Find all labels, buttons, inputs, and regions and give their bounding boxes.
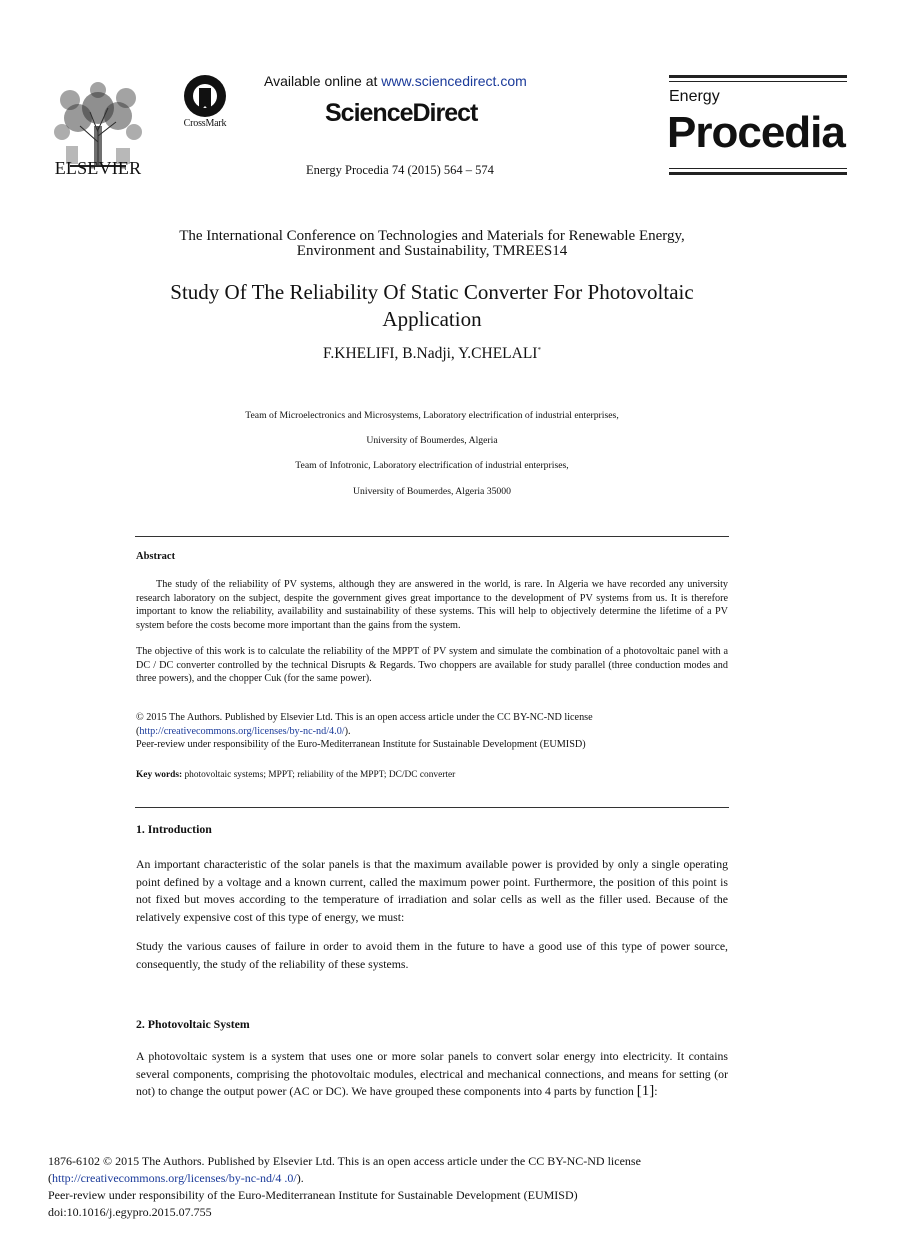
abstract-paragraph-1: The study of the reliability of PV systems, although they are answered in the world, is rare. In Algeria we have recorded any university research laboratory on the subject, despite the government gives great importance to the development of PV systems from us. It is therefore important to know the reliability, availability and sustainability of these systems. This will help to objectively determine the lifetime of a PV system before the costs become more important than the gains from the system. (136, 579, 728, 631)
journal-main-word: Procedia (667, 108, 845, 157)
journal-top-word: Energy (669, 88, 720, 105)
footer-license-link[interactable]: http://creativecommons.org/licenses/by-nc-nd/4 .0/ (52, 1171, 297, 1185)
sciencedirect-link[interactable]: www.sciencedirect.com (381, 73, 527, 89)
section-heading-introduction: 1. Introduction (136, 822, 212, 836)
author-list: F.KHELIFI, B.Nadji, Y.CHELALI* (323, 345, 541, 362)
copyright-notice: © 2015 The Authors. Published by Elsevier Ltd. This is an open access article under the CC BY-NC-ND license (http://creativecommons.org/licenses/by-nc-nd/4.0/). Peer-review under responsibility of the Euro-Mediterranean Institute for Sustainable Development (EUMISD) (136, 712, 593, 751)
license-link[interactable]: http://creativecommons.org/licenses/by-nc-nd/4.0/ (139, 725, 345, 737)
divider-bottom (135, 807, 729, 808)
affiliation-4: University of Boumerdes, Algeria 35000 (353, 486, 511, 497)
doi[interactable]: doi:10.1016/j.egypro.2015.07.755 (48, 1205, 212, 1219)
section-heading-photovoltaic-system: 2. Photovoltaic System (136, 1017, 250, 1031)
affiliation-3: Team of Infotronic, Laboratory electrification of industrial enterprises, (295, 460, 569, 471)
divider-top (135, 536, 729, 537)
corresponding-author-mark: * (537, 345, 541, 354)
introduction-paragraph-2: Study the various causes of failure in order to avoid them in the future to have a good use of this type of power source, consequently, the study of the reliability of these systems. (136, 939, 728, 971)
citation-1[interactable]: [1] (636, 1083, 655, 1099)
page-footer: 1876-6102 © 2015 The Authors. Published by Elsevier Ltd. This is an open access article under the CC BY-NC-ND license (http://creativecommons.org/licenses/by-nc-nd/4 .0/). Peer-review under responsibility of the Euro-Mediterranean Institute for Sustainable Development (EUMISD) doi:10.1016/j.egypro.2015.07.755 (48, 1153, 808, 1221)
paper-title: Study Of The Reliability Of Static Converter For Photovoltaic Application (170, 280, 694, 331)
available-online: Available online at www.sciencedirect.com (264, 73, 527, 89)
conference-name: The International Conference on Technologies and Materials for Renewable Energy, Environment and Sustainability, TMREES14 (179, 228, 685, 259)
abstract-paragraph-2: The objective of this work is to calculate the reliability of the MPPT of PV system and simulate the combination of a photovoltaic panel with a DC / DC converter controlled by the technical Disrupts & Regards. Two choppers are available for study parallel (three conduction modes and three powers), and the chopper Cuk (for the same power). (136, 646, 728, 685)
journal-logo (669, 75, 847, 177)
crossmark-label: CrossMark (183, 118, 227, 129)
publisher-name: ELSEVIER (54, 158, 142, 178)
photovoltaic-paragraph-1: A photovoltaic system is a system that uses one or more solar panels to convert solar energy into electricity. It contains several components, comprising the photovoltaic modules, electrical and mechanical connections, and means for setting (or not) to change the output power (AC or DC). We have grouped these components into 4 parts by function [1]: (136, 1049, 728, 1099)
introduction-paragraph-1: An important characteristic of the solar panels is that the maximum available power is provided by only a single operating point defined by a voltage and a known current, called the maximum power point. Furthermore, the position of this point is not fixed but moves according to the temperature of irradiation and solar cells as well as the filler used. Because of the relatively expensive cost of this type of energy, we must: (136, 857, 728, 924)
abstract-heading: Abstract (136, 551, 176, 562)
keywords: Key words: photovoltaic systems; MPPT; reliability of the MPPT; DC/DC converter (136, 770, 456, 780)
journal-reference: Energy Procedia 74 (2015) 564 – 574 (306, 163, 494, 177)
affiliation-2: University of Boumerdes, Algeria (366, 435, 498, 446)
affiliation-1: Team of Microelectronics and Microsystems, Laboratory electrification of industrial enterprises, (245, 410, 619, 421)
platform-name: ScienceDirect (325, 99, 478, 127)
